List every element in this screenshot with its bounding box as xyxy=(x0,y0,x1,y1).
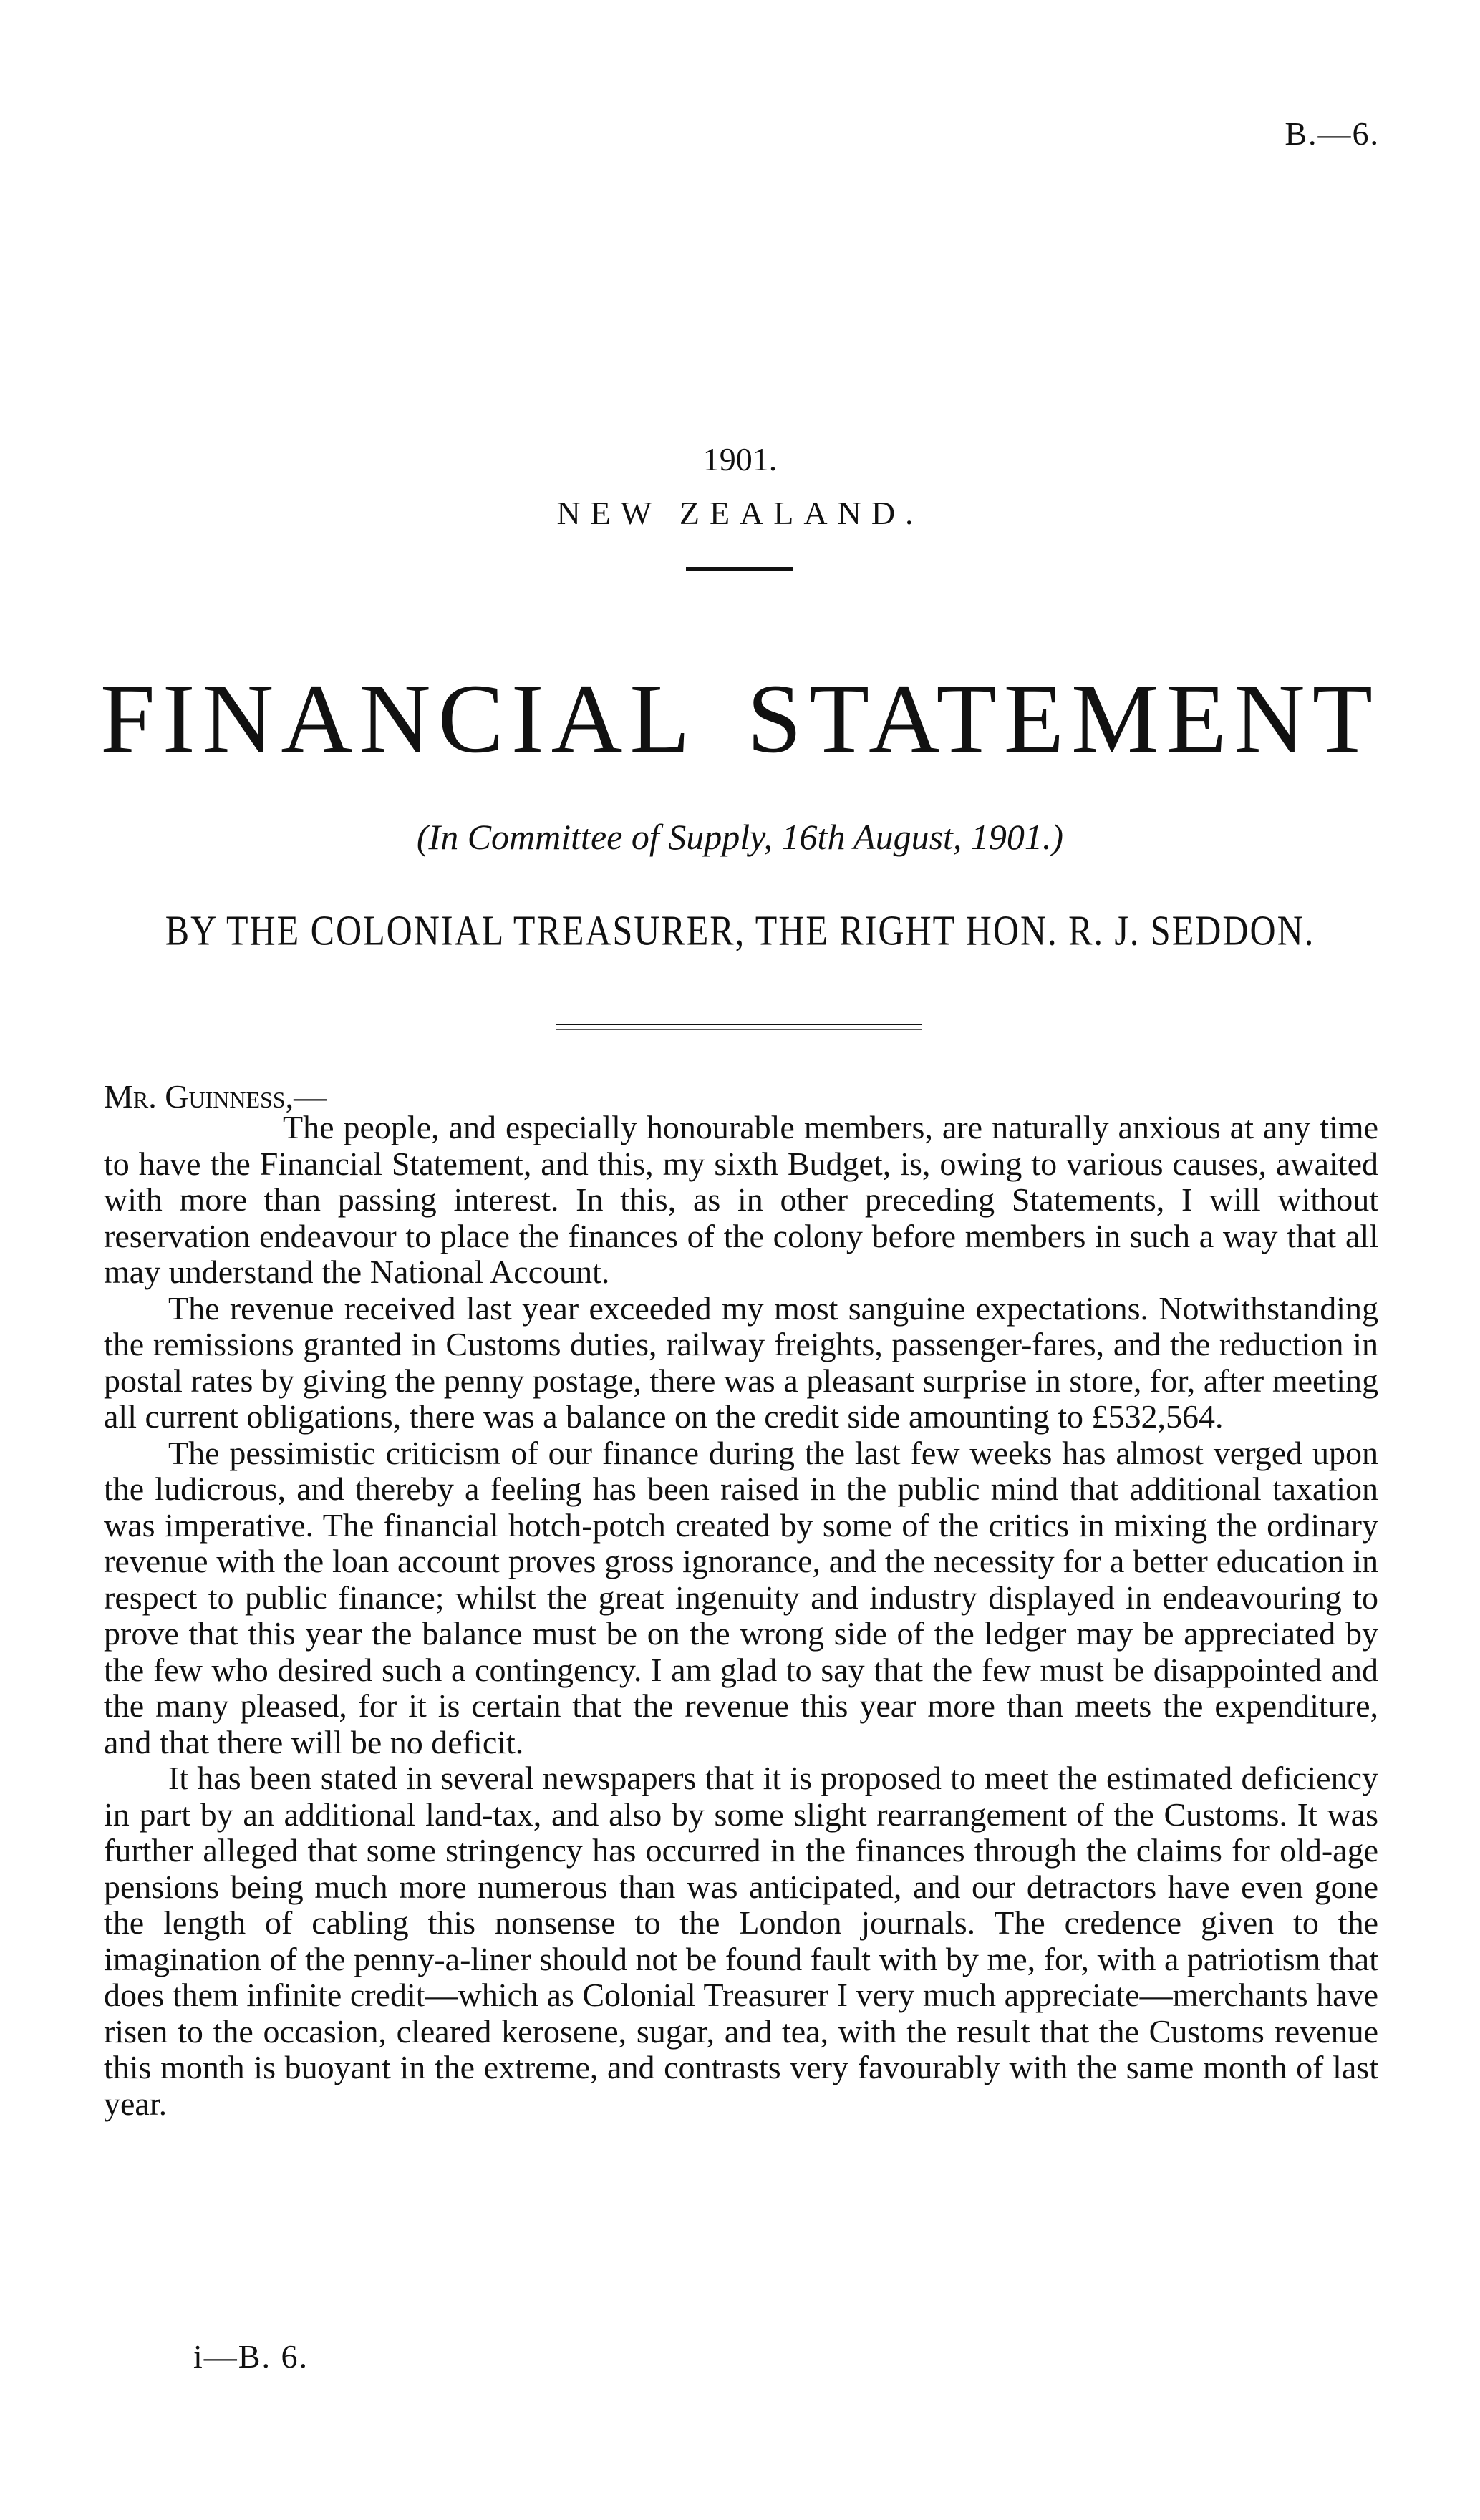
heading-divider xyxy=(686,567,793,571)
paragraph-3: The pessimistic criticism of our finance during the last few weeks has almost verged upon the ludicrous, and thereby a feeling has been raised in the public mind that additional taxation was imperative. The financial hotch-potch created by some of the critics in mixing the ordinary revenue with the loan account proves gross ignorance, and the necessity for a better education in respect to public finance; whilst the great ingenuity and industry displayed in endeavouring to prove that this year the balance must be on the wrong side of the ledger may be appreciated by the few who desired such a contingency. I am glad to say that the few must be disappointed and the many pleased, for it is certain that the revenue this year more than meets the expenditure, and that there will be no deficit. xyxy=(104,1434,1378,1760)
title-word-1: FINANCIAL xyxy=(100,664,697,773)
country-heading: NEW ZEALAND. xyxy=(556,495,924,531)
salutation: Mr. Guinness,— xyxy=(104,1078,327,1115)
title-word-2: STATEMENT xyxy=(747,664,1380,773)
document-reference: B.—6. xyxy=(1285,115,1380,152)
paragraph-4: It has been stated in several newspapers that it is proposed to meet the estimated deficiency in part by an additional land-tax, and also by some slight rearrangement of the Customs. It was further alleged that some stringency has occurred in the finances through the claims for old-age pensions being much more numerous than was anticipated, and our detractors have even gone the length of cabling this nonsense to the London journals. The credence given to the imagination of the penny-a-liner should not be found fault with by me, for, with a patriotism that does them infinite credit—which as Colonial Treasurer I very much appreciate—merchants have risen to the occasion, cleared kerosene, sugar, and tea, with the result that the Customs revenue this month is buoyant in the extreme, and contrasts very favourably with the same month of last year. xyxy=(104,1760,1378,2122)
section-divider-secondary xyxy=(556,1029,922,1030)
page-title xyxy=(100,664,1380,773)
paragraph-2: The revenue received last year exceeded my most sanguine expectations. Notwithstanding the remissions granted in Customs duties, railway freights, passenger-fares, and the reduction in postal rates by giving the penny postage, there was a pleasant surprise in store, for, after meeting all current obligations, there was a balance on the credit side amounting to £532,564. xyxy=(104,1289,1378,1435)
paragraph-1: The people, and especially honourable members, are naturally anxious at any time to have the Financial Statement, and this, my sixth Budget, is, owing to various causes, awaited with more than passing interest. In this, as in other preceding Statements, I will without reservation endeavour to place the finances of the colony before members in such a way that all may understand the National Account. xyxy=(104,1109,1378,1290)
byline: BY THE COLONIAL TREASURER, THE RIGHT HON. R. J. SEDDON. xyxy=(165,906,1315,954)
year-heading: 1901. xyxy=(702,441,778,478)
section-divider xyxy=(556,1024,922,1025)
statement-body xyxy=(104,1110,1378,2122)
subtitle: (In Committee of Supply, 16th August, 1901.) xyxy=(416,817,1064,857)
page-signature: i—B. 6. xyxy=(193,2338,309,2375)
